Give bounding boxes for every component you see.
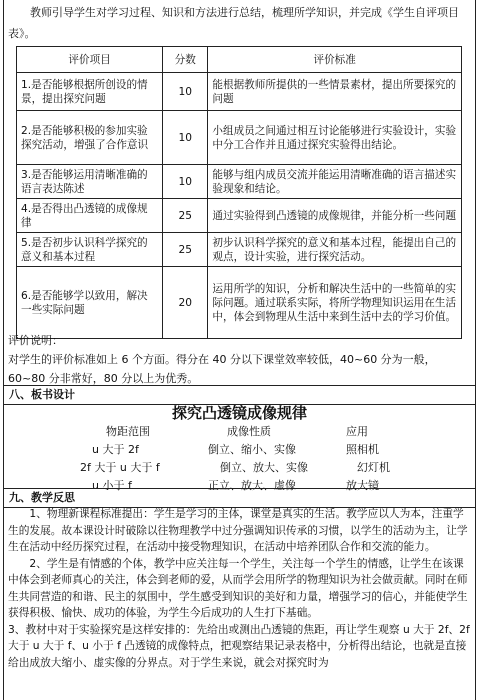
- board-row-range: 2f 大于 u 大于 f: [80, 461, 160, 474]
- header-standard: 评价标准: [208, 47, 462, 73]
- board-row-nature: 倒立、缩小、实像: [208, 443, 296, 456]
- row-standard: 小组成员之间通过相互讨论能够进行实验设计，实验中分工合作并且通过探究实验得出结论。: [208, 111, 462, 165]
- row-standard: 运用所学的知识，分析和解决生活中的一些简单的实际问题。通过联系实际，将所学物理知识运用在生活中，体会到物理从生活中来到生活中去的学习价值。: [208, 267, 462, 339]
- row-standard: 能根据教师所提供的一些情景素材，提出所要探究的问题: [208, 73, 462, 111]
- reflection-paragraph-2: 2、学生是有情感的个体，教学中应关注每一个学生，关注每一个学生的情感，让学生在该课中体会到老师真心的关注，体会到老师的爱，从而学会用所学的物理知识为社会做贡献。同时在师生共同营造的和谐、民主的氛围中，学生感受到知识的美好和力量，增强学习的信心，并能使学生获得积极、愉快、成功的体验，为学生今后成功的人生打下基础。: [8, 556, 468, 619]
- reflection-paragraph-1: 1、物理新课程标准提出：学生是学习的主体，课堂是真实的生活。教学应以人为本，注重学生的发展。故本课设计时破除以往物理教学中过分强调知识传承的习惯，以学生的活动为主，让学生在活动中经历探究过程，在活动中接受物理知识，在活动中培养团队合作和交流的能力。: [8, 507, 468, 553]
- row-item: 1.是否能够根据所创设的情景，提出探究问题: [17, 73, 163, 111]
- board-header-nature: 成像性质: [227, 425, 271, 438]
- board-row-nature: 倒立、放大、实像: [220, 461, 308, 474]
- row-standard: 通过实验得到凸透镜的成像规律，并能分析一些问题: [208, 199, 462, 233]
- board-header-use: 应用: [346, 425, 368, 438]
- row-score: 10: [163, 111, 208, 165]
- board-header-range: 物距范围: [106, 425, 150, 438]
- table-row: [17, 111, 462, 165]
- row-score: 25: [163, 199, 208, 233]
- board-row-use: 照相机: [346, 443, 379, 456]
- row-standard: 能够与组内成员交流并能运用清晰准确的语言描述实验现象和结论。: [208, 165, 462, 199]
- board-title: 探究凸透镜成像规律: [171, 404, 307, 422]
- row-score: 25: [163, 233, 208, 267]
- self-evaluation-table: [16, 46, 462, 339]
- intro-paragraph: 教师引导学生对学习过程、知识和方法进行总结，梳理所学知识，并完成《学生自评项目表》。: [8, 6, 459, 40]
- eval-note-title: 评价说明：: [8, 334, 63, 347]
- reflection-paragraph-3: 3、教材中对于实验探究是这样安排的：先给出或测出凸透镜的焦距，再让学生观察 u 大于 2f、2f 大于 u 大于 f、u 小于 f 凸透镜的成像特点，把观察结果记录表格中，分析得出结论，也就是直接给出成放大缩小、虚实像的分界点。对于学生来说，就会对探究时为: [8, 622, 470, 669]
- table-row: [17, 267, 462, 339]
- eval-note-line-2: 60~80 分非常好，80 分以上为优秀。: [8, 372, 199, 385]
- table-row: [17, 199, 462, 233]
- table-header-row: [17, 47, 462, 73]
- section-8-heading: 八、板书设计: [3, 385, 476, 405]
- reflection-body: [8, 506, 471, 671]
- eval-note-line-1: 对学生的评价标准如上 6 个方面。得分在 40 分以下课堂效率较低，40~60 分为一般，: [8, 353, 436, 366]
- row-standard: 初步认识科学探究的意义和基本过程，能提出自己的观点，设计实验，进行探究活动。: [208, 233, 462, 267]
- row-item: 2.是否能够积极的参加实验探究活动，增强了合作意识: [17, 111, 163, 165]
- board-row-use: 幻灯机: [357, 461, 390, 474]
- board-row-nature: 正立、放大、虚像: [208, 479, 296, 492]
- table-row: [17, 165, 462, 199]
- table-row: [17, 73, 462, 111]
- row-item: 4.是否得出凸透镜的成像规律: [17, 199, 163, 233]
- row-item: 3.是否能够运用清晰准确的语言表达陈述: [17, 165, 163, 199]
- row-score: 20: [163, 267, 208, 339]
- board-row-range: u 大于 2f: [92, 443, 139, 456]
- section-9-heading: 九、教学反思: [3, 488, 476, 508]
- row-score: 10: [163, 165, 208, 199]
- table-row: [17, 233, 462, 267]
- row-item: 5.是否初步认识科学探究的意义和基本过程: [17, 233, 163, 267]
- header-score: 分数: [163, 47, 208, 73]
- row-item: 6.是否能够学以致用，解决一些实际问题: [17, 267, 163, 339]
- board-row-range: u 小于 f: [92, 479, 132, 492]
- row-score: 10: [163, 73, 208, 111]
- board-row-use: 放大镜: [346, 479, 379, 492]
- header-item: 评价项目: [17, 47, 163, 73]
